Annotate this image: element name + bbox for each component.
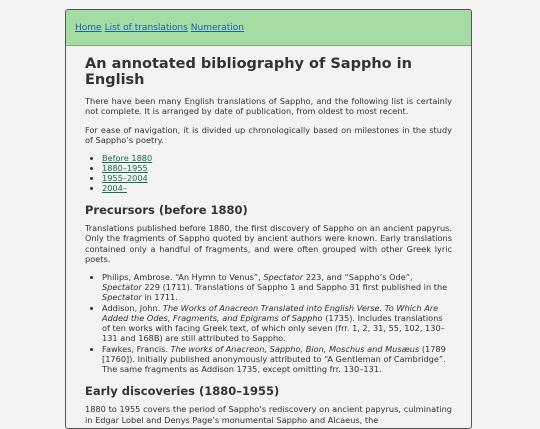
page-frame	[65, 9, 472, 429]
nav-translations-link[interactable]: List of translations	[104, 22, 188, 33]
bibliography-list	[85, 272, 452, 374]
page-title: An annotated bibliography of Sappho in English	[85, 56, 412, 88]
toc-item	[102, 183, 452, 193]
bibliography-entry: • Addison, John. The Works of Anacreon Translated into English Verse. To Which Are Added the Odes, Fragments, and Epigrams of Sappho (1735). Includes translations of ten works with facing Greek text, of which only seven (frr. 1, 2, 31, 55, 102, 130–131 and 168B) are still attributed to Sappho.	[102, 303, 452, 343]
toc-link-1955-2004[interactable]: 1955–2004	[102, 173, 148, 184]
section-paragraph-precursors: Translations published before 1880, the first discovery of Sappho on an ancient papyrus. Only the fragments of Sappho quoted by ancient authors were known. Early translations contained only a handful of fragments, and were often grouped with other Greek lyric poets.	[85, 223, 452, 265]
toc-item	[102, 173, 452, 183]
nav-numeration-link[interactable]: Numeration	[190, 22, 244, 33]
main-content	[66, 56, 471, 425]
toc-item	[102, 153, 452, 163]
intro-paragraph-2: For ease of navigation, it is divided up chronologically based on milestones in the study of Sappho’s poetry.	[85, 124, 452, 145]
nav-bar	[66, 10, 471, 46]
section-paragraph-early-discoveries: 1880 to 1955 covers the period of Sappho’s rediscovery on ancient papyrus, culminating in Edgar Lobel and Denys Page’s monumental Sappho and Alcaeus, the	[85, 404, 452, 425]
toc-link-1880-1955[interactable]: 1880–1955	[102, 163, 148, 174]
bibliography-entry: • Philips, Ambrose. “An Hymn to Venus”, Spectator 223, and “Sappho’s Ode”, Spectator 229 (1711). Translations of Sappho 1 and Sappho 31 first published in the Spectator in 1711.	[102, 272, 452, 302]
nav-home-link[interactable]: Home	[75, 22, 102, 33]
table-of-contents	[85, 153, 452, 193]
section-heading-early-discoveries: Early discoveries (1880–1955)	[85, 384, 280, 399]
intro-paragraph-1: There have been many English translations of Sappho, and the following list is certainly not complete. It is arranged by date of publication, from oldest to most recent.	[85, 96, 452, 117]
section-heading-precursors: Precursors (before 1880)	[85, 203, 248, 218]
bibliography-entry: • Fawkes, Francis. The works of Anacreon, Sappho, Bion, Moschus and Musæus (1789 [1760]). Initially published anonymously attributed to “A Gentleman of Cambridge”. The same fragments as Addison 1735, except omitting frr. 130–131.	[102, 344, 452, 374]
toc-link-before-1880[interactable]: Before 1880	[102, 153, 153, 164]
toc-link-2004[interactable]: 2004–	[102, 183, 127, 194]
toc-item	[102, 163, 452, 173]
